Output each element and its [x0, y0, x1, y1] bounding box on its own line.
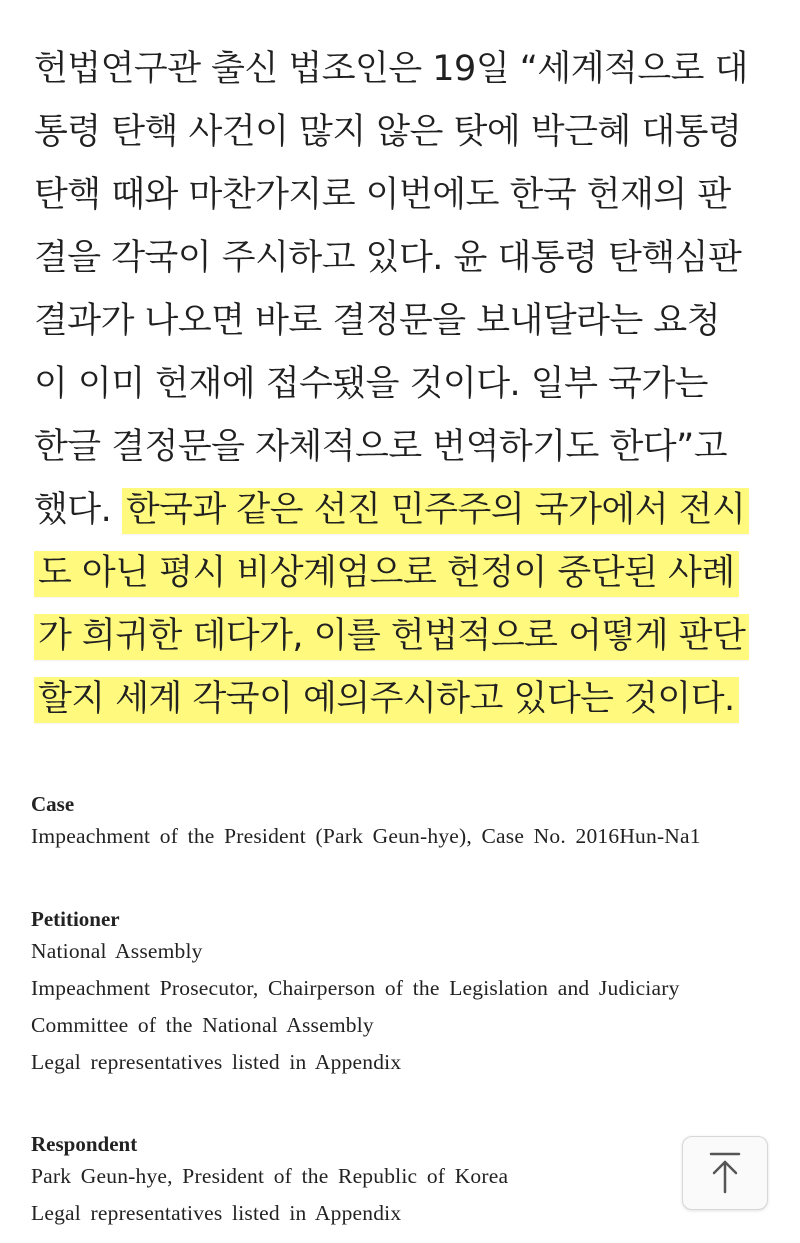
article-line: 이 이미 헌재에 접수됐을 것이다. 일부 국가는	[34, 364, 708, 404]
article-line-mixed	[34, 479, 774, 542]
article-body	[34, 38, 774, 731]
arrow-up-to-line-icon	[708, 1151, 742, 1195]
article-line	[34, 668, 774, 731]
petitioner-text: Impeachment Prosecutor, Chairperson of the Legislation and Judiciary	[31, 976, 680, 1000]
respondent-text: Legal representatives listed in Appendix	[31, 1201, 402, 1225]
respondent-section	[31, 1130, 791, 1232]
highlighted-text: 할지 세계 각국이 예의주시하고 있다는 것이다.	[34, 677, 739, 723]
petitioner-text: National Assembly	[31, 939, 203, 963]
petitioner-text: Committee of the National Assembly	[31, 1013, 374, 1037]
article-line: 한글 결정문을 자체적으로 번역하기도 한다”고	[34, 427, 728, 467]
case-section	[31, 790, 791, 855]
article-line: 결을 각국이 주시하고 있다. 윤 대통령 탄핵심판	[34, 238, 742, 278]
highlighted-text: 도 아닌 평시 비상계엄으로 헌정이 중단된 사례	[34, 551, 739, 597]
petitioner-section	[31, 905, 791, 1081]
case-heading: Case	[31, 792, 75, 816]
article-line	[34, 542, 774, 605]
article-line	[34, 605, 774, 668]
case-text: Impeachment of the President (Park Geun-hye), Case No. 2016Hun-Na1	[31, 824, 701, 848]
article-line: 통령 탄핵 사건이 많지 않은 탓에 박근혜 대통령	[34, 112, 742, 152]
article-text: 했다.	[34, 490, 122, 530]
article-line: 헌법연구관 출신 법조인은 19일 “세계적으로 대	[34, 49, 748, 89]
petitioner-heading: Petitioner	[31, 907, 120, 931]
highlighted-text: 한국과 같은 선진 민주주의 국가에서 전시	[122, 488, 749, 534]
petitioner-text: Legal representatives listed in Appendix	[31, 1050, 402, 1074]
scroll-to-top-button[interactable]	[682, 1136, 768, 1210]
article-line: 탄핵 때와 마찬가지로 이번에도 한국 헌재의 판	[34, 175, 731, 215]
article-line: 결과가 나오면 바로 결정문을 보내달라는 요청	[34, 301, 721, 341]
respondent-heading: Respondent	[31, 1132, 138, 1156]
highlighted-text: 가 희귀한 데다가, 이를 헌법적으로 어떻게 판단	[34, 614, 749, 660]
respondent-text: Park Geun-hye, President of the Republic of Korea	[31, 1164, 509, 1188]
